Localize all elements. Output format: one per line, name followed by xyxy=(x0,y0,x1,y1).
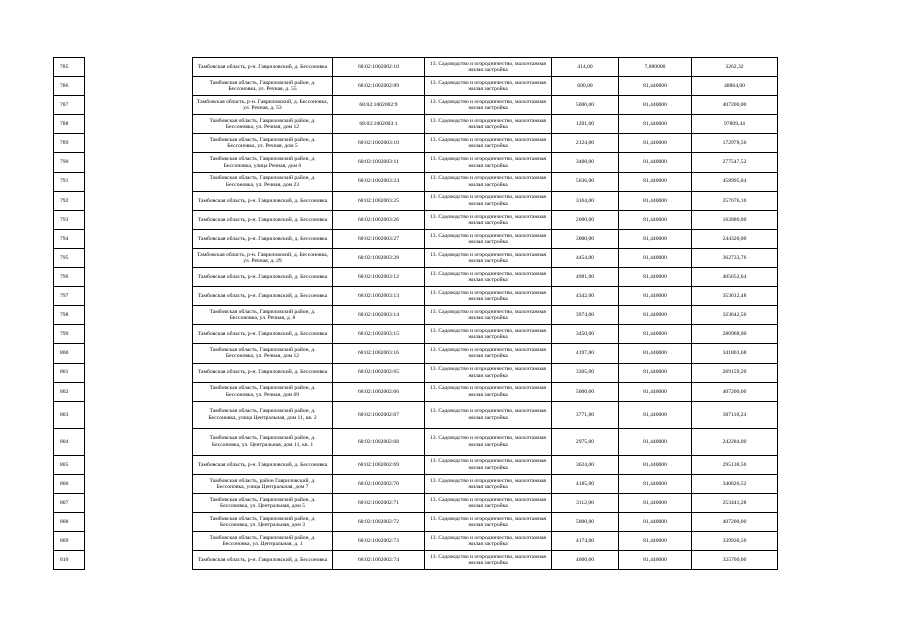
cadastral-number-cell: 68:02:1002002:65 xyxy=(333,363,425,382)
blank-cell xyxy=(85,153,193,172)
row-number-cell: 802 xyxy=(54,382,85,401)
blank-cell xyxy=(85,58,193,77)
value-cell: 172978,56 xyxy=(692,134,778,153)
table-row xyxy=(54,172,778,191)
land-use-cell: 13. Садоводство и огородничество, малоэтажная жилая застройка xyxy=(425,134,552,153)
row-number-cell: 809 xyxy=(54,532,85,551)
area-cell: 4000,00 xyxy=(552,551,619,570)
rate-cell: 81,440000 xyxy=(619,287,692,306)
blank-cell xyxy=(85,210,193,229)
cadastral-number-cell: 68:02:1002003:12 xyxy=(333,268,425,287)
row-number-cell: 789 xyxy=(54,134,85,153)
land-use-cell: 13. Садоводство и огородничество, малоэтажная жилая застройка xyxy=(425,428,552,455)
land-use-cell: 13. Садоводство и огородничество, малоэтажная жилая застройка xyxy=(425,344,552,363)
value-cell: 407200,00 xyxy=(692,382,778,401)
area-cell: 4185,00 xyxy=(552,474,619,493)
cadastral-number-cell: 68:02:1002003:26 xyxy=(333,210,425,229)
row-number-cell: 803 xyxy=(54,401,85,428)
table-row xyxy=(54,401,778,428)
cadastral-number-cell: 68:02:1002003:24 xyxy=(333,172,425,191)
cadastral-number-cell: 68:02:1002003:15 xyxy=(333,325,425,344)
table-row xyxy=(54,382,778,401)
blank-cell xyxy=(85,115,193,134)
row-number-cell: 805 xyxy=(54,455,85,474)
value-cell: 407200,00 xyxy=(692,96,778,115)
cadastral-number-cell: 68:02:1002002:67 xyxy=(333,401,425,428)
blank-cell xyxy=(85,532,193,551)
row-number-cell: 794 xyxy=(54,229,85,248)
address-cell: Тамбовская область, Гавриловский район, д. Бессоновка, улица Речная, дом 6 xyxy=(193,153,333,172)
rate-cell: 81,440000 xyxy=(619,268,692,287)
table-row xyxy=(54,191,778,210)
area-cell: 3408,00 xyxy=(552,153,619,172)
table-row xyxy=(54,115,778,134)
blank-cell xyxy=(85,401,193,428)
row-number-cell: 786 xyxy=(54,77,85,96)
blank-cell xyxy=(85,134,193,153)
address-cell: Тамбовская область, р-н. Гавриловский, д. Бессоновка xyxy=(193,229,333,248)
blank-cell xyxy=(85,551,193,570)
rate-cell: 81,440000 xyxy=(619,96,692,115)
land-use-cell: 13. Садоводство и огородничество, малоэтажная жилая застройка xyxy=(425,455,552,474)
blank-cell xyxy=(85,172,193,191)
area-cell: 4454,00 xyxy=(552,248,619,267)
rate-cell: 81,440000 xyxy=(619,210,692,229)
cadastral-number-cell: 68:02:1002003:27 xyxy=(333,229,425,248)
cadastral-number-cell: 68:02:1002002:73 xyxy=(333,532,425,551)
cadastral-number-cell: 68:02:1002003:16 xyxy=(333,344,425,363)
rate-cell: 81,440000 xyxy=(619,428,692,455)
value-cell: 353612,48 xyxy=(692,287,778,306)
row-number-cell: 796 xyxy=(54,268,85,287)
area-cell: 4981,00 xyxy=(552,268,619,287)
row-number-cell: 788 xyxy=(54,115,85,134)
rate-cell: 81,440000 xyxy=(619,77,692,96)
blank-cell xyxy=(85,428,193,455)
area-cell: 4174,00 xyxy=(552,532,619,551)
row-number-cell: 801 xyxy=(54,363,85,382)
blank-cell xyxy=(85,344,193,363)
area-cell: 3305,00 xyxy=(552,363,619,382)
table-row xyxy=(54,474,778,493)
land-use-cell: 13. Садоводство и огородничество, малоэтажная жилая застройка xyxy=(425,153,552,172)
rate-cell: 81,440000 xyxy=(619,325,692,344)
address-cell: Тамбовская область, Гавриловский район, д. Бессоновка, ул. Центральная, дом 11, кв. 1 xyxy=(193,428,333,455)
table-row xyxy=(54,77,778,96)
value-cell: 405652,64 xyxy=(692,268,778,287)
value-cell: 407200,00 xyxy=(692,512,778,531)
rate-cell: 81,440000 xyxy=(619,551,692,570)
blank-cell xyxy=(85,363,193,382)
land-use-cell: 13. Садоводство и огородничество, малоэтажная жилая застройка xyxy=(425,287,552,306)
rate-cell: 81,440000 xyxy=(619,474,692,493)
land-use-cell: 13. Садоводство и огородничество, малоэтажная жилая застройка xyxy=(425,229,552,248)
address-cell: Тамбовская область, р-н. Гавриловский, д. Бессоновка xyxy=(193,210,333,229)
row-number-cell: 800 xyxy=(54,344,85,363)
value-cell: 362733,76 xyxy=(692,248,778,267)
table-row xyxy=(54,248,778,267)
area-cell: 2000,00 xyxy=(552,210,619,229)
table-row xyxy=(54,210,778,229)
blank-cell xyxy=(85,455,193,474)
row-number-cell: 787 xyxy=(54,96,85,115)
land-use-cell: 13. Садоводство и огородничество, малоэтажная жилая застройка xyxy=(425,474,552,493)
cadastral-table xyxy=(53,57,778,570)
rate-cell: 81,440000 xyxy=(619,401,692,428)
cadastral-number-cell: 68:02:1002003:14 xyxy=(333,306,425,325)
blank-cell xyxy=(85,229,193,248)
value-cell: 295138,56 xyxy=(692,455,778,474)
land-use-cell: 13. Садоводство и огородничество, малоэтажная жилая застройка xyxy=(425,401,552,428)
blank-cell xyxy=(85,493,193,512)
address-cell: Тамбовская область, р-н. Гавриловский, д. Бессоновка xyxy=(193,551,333,570)
blank-cell xyxy=(85,382,193,401)
row-number-cell: 795 xyxy=(54,248,85,267)
rate-cell: 81,440000 xyxy=(619,134,692,153)
land-use-cell: 13. Садоводство и огородничество, малоэтажная жилая застройка xyxy=(425,191,552,210)
rate-cell: 81,440000 xyxy=(619,115,692,134)
table-row xyxy=(54,455,778,474)
blank-cell xyxy=(85,96,193,115)
table-row xyxy=(54,268,778,287)
land-use-cell: 13. Садоводство и огородничество, малоэтажная жилая застройка xyxy=(425,77,552,96)
address-cell: Тамбовская область, р-н. Гавриловский, д. Бессоновка xyxy=(193,455,333,474)
rate-cell: 81,440000 xyxy=(619,172,692,191)
cadastral-number-cell: 68:02:1002002:70 xyxy=(333,474,425,493)
rate-cell: 81,440000 xyxy=(619,344,692,363)
cadastral-number-cell: 68:02:1002002:89 xyxy=(333,77,425,96)
rate-cell: 81,440000 xyxy=(619,229,692,248)
document-page xyxy=(53,57,778,570)
land-use-cell: 13. Садоводство и огородничество, малоэтажная жилая застройка xyxy=(425,248,552,267)
area-cell: 3000,00 xyxy=(552,229,619,248)
row-number-cell: 790 xyxy=(54,153,85,172)
land-use-cell: 13. Садоводство и огородничество, малоэтажная жилая застройка xyxy=(425,96,552,115)
blank-cell xyxy=(85,512,193,531)
row-number-cell: 807 xyxy=(54,493,85,512)
cadastral-number-cell: 68:02:1002002:9 xyxy=(333,96,425,115)
value-cell: 277547,52 xyxy=(692,153,778,172)
land-use-cell: 13. Садоводство и огородничество, малоэтажная жилая застройка xyxy=(425,268,552,287)
row-number-cell: 806 xyxy=(54,474,85,493)
area-cell: 4342,00 xyxy=(552,287,619,306)
area-cell: 4197,00 xyxy=(552,344,619,363)
row-number-cell: 792 xyxy=(54,191,85,210)
table-row xyxy=(54,96,778,115)
row-number-cell: 797 xyxy=(54,287,85,306)
address-cell: Тамбовская область, Гавриловский район, д. Бессоновка, ул. Речная, дом 69 xyxy=(193,382,333,401)
table-row xyxy=(54,229,778,248)
blank-cell xyxy=(85,248,193,267)
table-row xyxy=(54,325,778,344)
cadastral-number-cell: 68:02:1002002:68 xyxy=(333,428,425,455)
table-row xyxy=(54,153,778,172)
area-cell: 5636,00 xyxy=(552,172,619,191)
value-cell: 3262,32 xyxy=(692,58,778,77)
row-number-cell: 791 xyxy=(54,172,85,191)
rate-cell: 81,440000 xyxy=(619,512,692,531)
address-cell: Тамбовская область, Гавриловский район, д. Бессоновка, ул. Речная, дом 12 xyxy=(193,344,333,363)
table-row xyxy=(54,551,778,570)
land-use-cell: 13. Садоводство и огородничество, малоэтажная жилая застройка xyxy=(425,551,552,570)
cadastral-number-cell: 68:02:1002003:25 xyxy=(333,191,425,210)
land-use-cell: 13. Садоводство и огородничество, малоэтажная жилая застройка xyxy=(425,172,552,191)
value-cell: 257676,16 xyxy=(692,191,778,210)
land-use-cell: 13. Садоводство и огородничество, малоэтажная жилая застройка xyxy=(425,363,552,382)
area-cell: 3450,00 xyxy=(552,325,619,344)
area-cell: 3164,00 xyxy=(552,191,619,210)
value-cell: 97809,44 xyxy=(692,115,778,134)
area-cell: 1201,00 xyxy=(552,115,619,134)
address-cell: Тамбовская область, Гавриловский район, д. Бессоновка, ул. Речная, д. 55 xyxy=(193,77,333,96)
value-cell: 253441,28 xyxy=(692,493,778,512)
cadastral-number-cell: 68:02:1002003:10 xyxy=(333,134,425,153)
address-cell: Тамбовская область, Гавриловский район, д. Бессоновка, ул. Речная, дом 12 xyxy=(193,115,333,134)
address-cell: Тамбовская область, р-н. Гавриловский, д. Бессоновка xyxy=(193,191,333,210)
rate-cell: 81,440000 xyxy=(619,363,692,382)
value-cell: 307110,24 xyxy=(692,401,778,428)
address-cell: Тамбовская область, р-н. Гавриловский, д. Бессоновка, ул. Речная, д. 53 xyxy=(193,96,333,115)
blank-cell xyxy=(85,77,193,96)
rate-cell: 81,440000 xyxy=(619,455,692,474)
address-cell: Тамбовская область, район Гавриловский, д. Бессоновка, улица Центральная, дом 7 xyxy=(193,474,333,493)
cadastral-number-cell: 68:02:1002002:72 xyxy=(333,512,425,531)
area-cell: 600,00 xyxy=(552,77,619,96)
address-cell: Тамбовская область, Гавриловский район, д. Бессоновка, улица Центральная, дом 11, кв. 2 xyxy=(193,401,333,428)
row-number-cell: 810 xyxy=(54,551,85,570)
table-row xyxy=(54,344,778,363)
value-cell: 458995,84 xyxy=(692,172,778,191)
value-cell: 244320,00 xyxy=(692,229,778,248)
address-cell: Тамбовская область, Гавриловский район, д. Бессоновка, ул. Центральная, д. 1 xyxy=(193,532,333,551)
row-number-cell: 785 xyxy=(54,58,85,77)
address-cell: Тамбовская область, Гавриловский район, д. Бессоновка, ул. Речная, дом 5 xyxy=(193,134,333,153)
cadastral-number-cell: 68:02:1002002:74 xyxy=(333,551,425,570)
table-row xyxy=(54,428,778,455)
row-number-cell: 793 xyxy=(54,210,85,229)
area-cell: 2975,00 xyxy=(552,428,619,455)
area-cell: 5000,00 xyxy=(552,96,619,115)
address-cell: Тамбовская область, Гавриловский район, д. Бессоновка, ул. Центральная, дом 5 xyxy=(193,493,333,512)
cadastral-number-cell: 68:02:1002003:13 xyxy=(333,287,425,306)
area-cell: 3624,00 xyxy=(552,455,619,474)
blank-cell xyxy=(85,306,193,325)
address-cell: Тамбовская область, р-н. Гавриловский, д. Бессоновка xyxy=(193,287,333,306)
address-cell: Тамбовская область, р-н. Гавриловский, д. Бессоновка xyxy=(193,363,333,382)
blank-cell xyxy=(85,325,193,344)
area-cell: 5000,00 xyxy=(552,512,619,531)
land-use-cell: 13. Садоводство и огородничество, малоэтажная жилая застройка xyxy=(425,58,552,77)
land-use-cell: 13. Садоводство и огородничество, малоэтажная жилая застройка xyxy=(425,115,552,134)
area-cell: 3112,00 xyxy=(552,493,619,512)
blank-cell xyxy=(85,287,193,306)
rate-cell: 81,440000 xyxy=(619,532,692,551)
value-cell: 269159,20 xyxy=(692,363,778,382)
rate-cell: 81,440000 xyxy=(619,306,692,325)
land-use-cell: 13. Садоводство и огородничество, малоэтажная жилая застройка xyxy=(425,532,552,551)
rate-cell: 81,440000 xyxy=(619,153,692,172)
value-cell: 340826,52 xyxy=(692,474,778,493)
row-number-cell: 808 xyxy=(54,512,85,531)
cadastral-number-cell: 68:02:1002002:71 xyxy=(333,493,425,512)
value-cell: 242284,00 xyxy=(692,428,778,455)
area-cell: 414,00 xyxy=(552,58,619,77)
area-cell: 3771,00 xyxy=(552,401,619,428)
address-cell: Тамбовская область, Гавриловский район, д. Бессоновка, ул. Речная, д. 8 xyxy=(193,306,333,325)
rate-cell: 81,440000 xyxy=(619,248,692,267)
table-row xyxy=(54,493,778,512)
cadastral-number-cell: 68:02:1002002:10 xyxy=(333,58,425,77)
row-number-cell: 798 xyxy=(54,306,85,325)
table-row xyxy=(54,287,778,306)
rate-cell: 81,440000 xyxy=(619,191,692,210)
row-number-cell: 804 xyxy=(54,428,85,455)
table-row xyxy=(54,363,778,382)
area-cell: 3974,00 xyxy=(552,306,619,325)
land-use-cell: 13. Садоводство и огородничество, малоэтажная жилая застройка xyxy=(425,512,552,531)
address-cell: Тамбовская область, р-н. Гавриловский, д. Бессоновка, ул. Речная, д. 29 xyxy=(193,248,333,267)
value-cell: 48864,00 xyxy=(692,77,778,96)
address-cell: Тамбовская область, р-н. Гавриловский, д. Бессоновка xyxy=(193,268,333,287)
blank-cell xyxy=(85,268,193,287)
blank-cell xyxy=(85,191,193,210)
table-row xyxy=(54,134,778,153)
table-body xyxy=(54,58,778,570)
land-use-cell: 13. Садоводство и огородничество, малоэтажная жилая застройка xyxy=(425,325,552,344)
blank-cell xyxy=(85,474,193,493)
land-use-cell: 13. Садоводство и огородничество, малоэтажная жилая застройка xyxy=(425,382,552,401)
value-cell: 280968,00 xyxy=(692,325,778,344)
cadastral-number-cell: 68:02:1002003:28 xyxy=(333,248,425,267)
cadastral-number-cell: 68:02:1002003:1 xyxy=(333,115,425,134)
value-cell: 341803,68 xyxy=(692,344,778,363)
value-cell: 162880,00 xyxy=(692,210,778,229)
address-cell: Тамбовская область, Гавриловский район, д. Бессоновка, ул. Центральная, дом 3 xyxy=(193,512,333,531)
address-cell: Тамбовская область, Гавриловский район, д. Бессоновка, ул. Речная, дом 23 xyxy=(193,172,333,191)
cadastral-number-cell: 68:02:1002002:69 xyxy=(333,455,425,474)
area-cell: 2124,00 xyxy=(552,134,619,153)
table-row xyxy=(54,58,778,77)
address-cell: Тамбовская область, р-н. Гавриловский, д. Бессоновка xyxy=(193,325,333,344)
rate-cell: 7,880000 xyxy=(619,58,692,77)
address-cell: Тамбовская область, р-н. Гавриловский, д. Бессоновка xyxy=(193,58,333,77)
table-row xyxy=(54,532,778,551)
table-row xyxy=(54,512,778,531)
rate-cell: 81,440000 xyxy=(619,493,692,512)
area-cell: 5000,00 xyxy=(552,382,619,401)
cadastral-number-cell: 68:02:1002003:11 xyxy=(333,153,425,172)
value-cell: 323642,56 xyxy=(692,306,778,325)
cadastral-number-cell: 68:02:1002002:66 xyxy=(333,382,425,401)
land-use-cell: 13. Садоводство и огородничество, малоэтажная жилая застройка xyxy=(425,306,552,325)
land-use-cell: 13. Садоводство и огородничество, малоэтажная жилая застройка xyxy=(425,210,552,229)
rate-cell: 81,440000 xyxy=(619,382,692,401)
table-row xyxy=(54,306,778,325)
value-cell: 325760,00 xyxy=(692,551,778,570)
row-number-cell: 799 xyxy=(54,325,85,344)
value-cell: 339930,56 xyxy=(692,532,778,551)
land-use-cell: 13. Садоводство и огородничество, малоэтажная жилая застройка xyxy=(425,493,552,512)
